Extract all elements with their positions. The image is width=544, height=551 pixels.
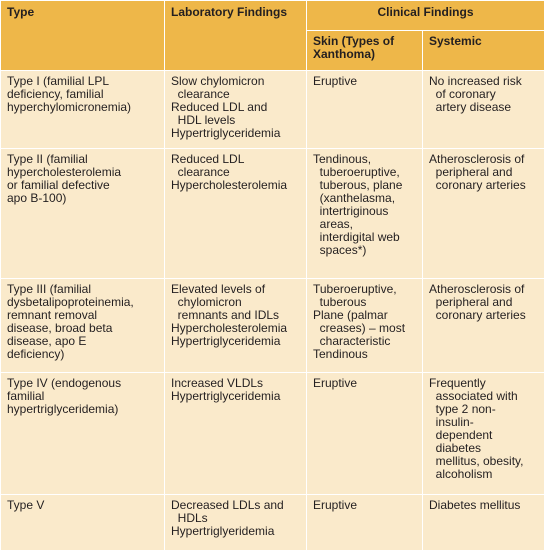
cell-line: Plane (palmar [313,309,416,322]
cell-line: tuberous [313,296,416,309]
cell-systemic [423,279,544,373]
cell-line: coronary arteries [429,309,538,322]
cell-line: Tendinous [313,348,416,361]
cell-line: peripheral and [429,296,538,309]
cell-line: Atherosclerosis of [429,153,538,166]
cell-systemic [423,495,544,551]
cell-line: Diabetes mellitus [429,499,538,512]
cell-line: hypertriglyceridemia) [7,403,158,416]
cell-line: Type IV (endogenous [7,377,158,390]
cell-line: intertriginous [313,205,416,218]
cell-line: of coronary [429,88,538,101]
cell-line: disease, broad beta [7,322,158,335]
cell-line: Hypertriglyceridemia [171,390,300,403]
table-header [1,1,544,71]
cell-laboratory-findings [165,279,307,373]
cell-line: remnants and IDLs [171,309,300,322]
cell-laboratory-findings [165,149,307,279]
cell-type [1,373,165,495]
cell-line: characteristic [313,335,416,348]
cell-type [1,71,165,149]
cell-line: deficiency) [7,348,158,361]
cell-skin [307,279,423,373]
cell-line: Hypertriglyceridemia [171,335,300,348]
cell-line: type 2 non- [429,403,538,416]
cell-line: Eruptive [313,377,416,390]
cell-line: HDLs [171,512,300,525]
header-systemic: Systemic [423,31,544,71]
cell-line: deficiency, familial [7,88,158,101]
cell-line: Hypercholesterolemia [171,322,300,335]
cell-line: Reduced LDL [171,153,300,166]
cell-line: Tuberoeruptive, [313,283,416,296]
cell-line: Increased VLDLs [171,377,300,390]
cell-skin [307,373,423,495]
cell-systemic [423,373,544,495]
header-skin-line: Skin (Types of [313,35,416,48]
cell-line: tuberoeruptive, [313,166,416,179]
cell-laboratory-findings [165,373,307,495]
cell-line: Eruptive [313,499,416,512]
table-row [1,373,544,495]
cell-line: interdigital web [313,231,416,244]
cell-line: dependent [429,429,538,442]
cell-line: chylomicron [171,296,300,309]
cell-laboratory-findings [165,495,307,551]
cell-line: dysbetalipoproteinemia, [7,296,158,309]
cell-laboratory-findings [165,71,307,149]
cell-line: Decreased LDLs and [171,499,300,512]
header-laboratory-findings: Laboratory Findings [165,1,307,71]
cell-skin [307,71,423,149]
cell-line: Elevated levels of [171,283,300,296]
table-row [1,279,544,373]
cell-line: mellitus, obesity, [429,455,538,468]
cell-line: Hypertriglyceridemia [171,127,300,140]
header-skin-line: Xanthoma) [313,48,416,61]
cell-line: associated with [429,390,538,403]
table-body [1,71,544,551]
cell-line: disease, apo E [7,335,158,348]
cell-line: or familial defective [7,179,158,192]
cell-line: clearance [171,88,300,101]
cell-line: Hypertriglyeridemia [171,525,300,538]
cell-type [1,495,165,551]
cell-systemic [423,71,544,149]
cell-line: No increased risk [429,75,538,88]
cell-systemic [423,149,544,279]
cell-line: HDL levels [171,114,300,127]
header-skin [307,31,423,71]
cell-type [1,279,165,373]
cell-line: Type II (familial [7,153,158,166]
cell-line: coronary arteries [429,179,538,192]
cell-line: Slow chylomicron [171,75,300,88]
cell-line: Frequently [429,377,538,390]
cell-line: peripheral and [429,166,538,179]
header-clinical-findings: Clinical Findings [307,1,544,31]
cell-line: insulin- [429,416,538,429]
cell-line: Type I (familial LPL [7,75,158,88]
cell-line: remnant removal [7,309,158,322]
table-row [1,71,544,149]
cell-line: hyperchylomicronemia) [7,101,158,114]
cell-line: Atherosclerosis of [429,283,538,296]
cell-line: diabetes [429,442,538,455]
cell-line: (xanthelasma, [313,192,416,205]
cell-line: Hypercholesterolemia [171,179,300,192]
cell-line: clearance [171,166,300,179]
cell-line: artery disease [429,101,538,114]
cell-line: familial [7,390,158,403]
cell-line: Type III (familial [7,283,158,296]
cell-line: hypercholesterolemia [7,166,158,179]
cell-line: creases) – most [313,322,416,335]
cell-line: tuberous, plane [313,179,416,192]
cell-line: Tendinous, [313,153,416,166]
cell-skin [307,495,423,551]
cell-line: alcoholism [429,468,538,481]
cell-skin [307,149,423,279]
cell-line: apo B-100) [7,192,158,205]
header-type: Type [1,1,165,71]
cell-type [1,149,165,279]
cell-line: areas, [313,218,416,231]
table-row [1,495,544,551]
table-row [1,149,544,279]
cell-line: spaces*) [313,244,416,257]
cell-line: Eruptive [313,75,416,88]
cell-line: Reduced LDL and [171,101,300,114]
cell-line: Type V [7,499,158,512]
